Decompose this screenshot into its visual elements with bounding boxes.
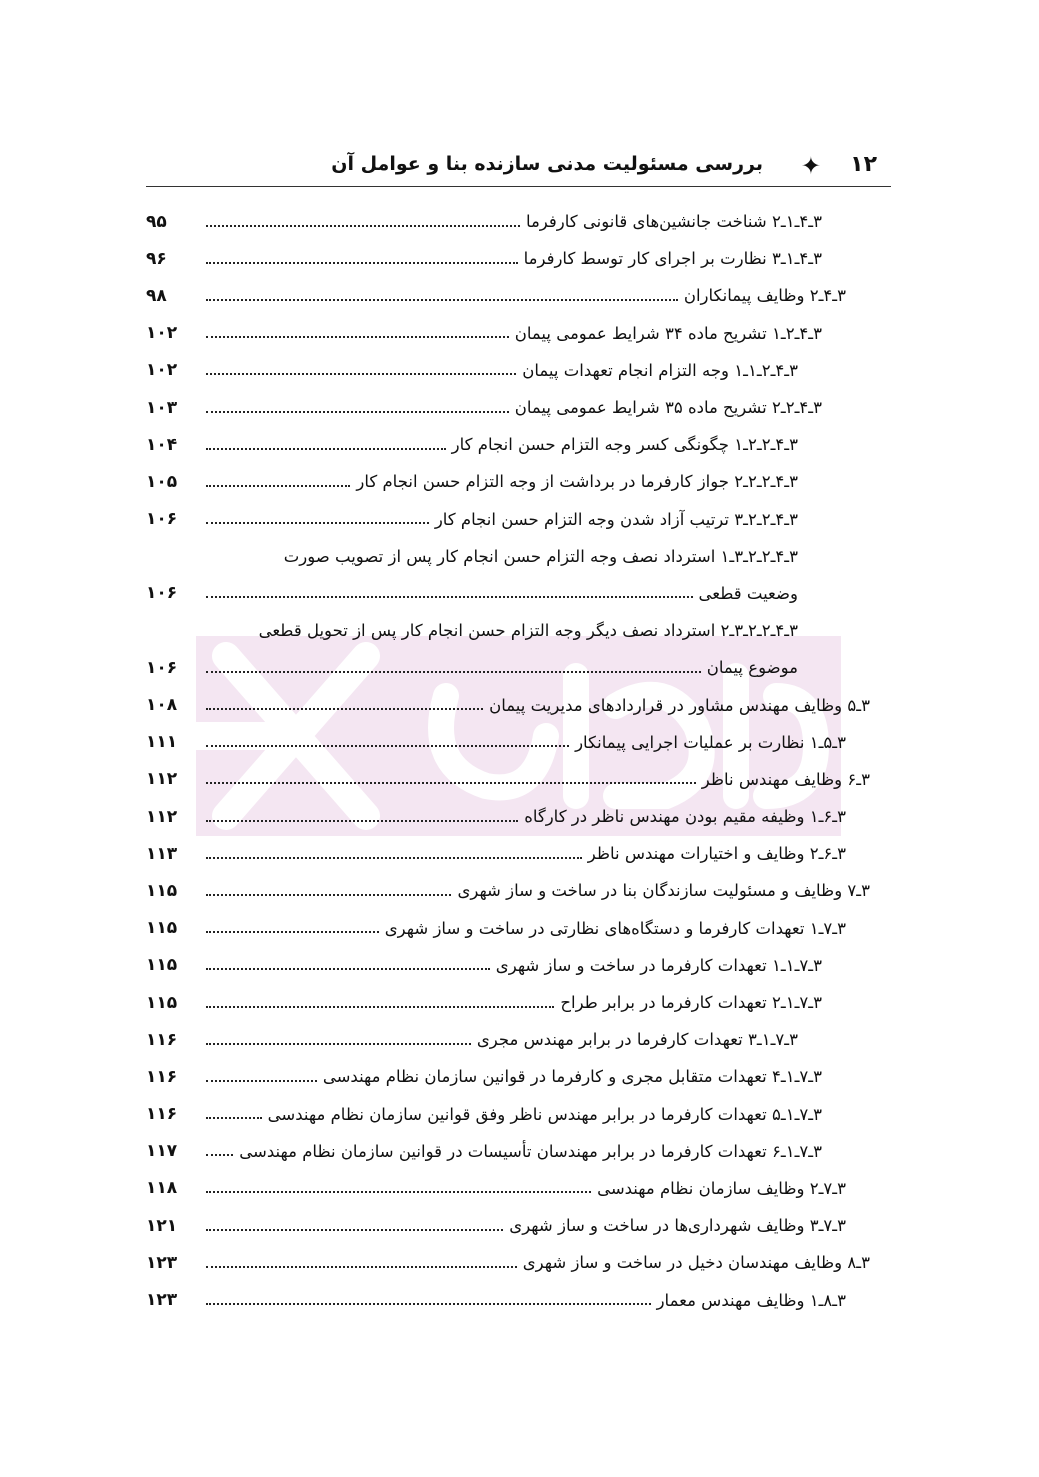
toc-page-number: ۱۱۸: [146, 1178, 178, 1199]
toc-entry-title: ۳ـ۴ـ۲ـ۲ـ۱ چگونگی کسر وجه التزام حسن انجام کار: [451, 435, 798, 455]
dot-leader: [206, 1266, 517, 1268]
dot-leader: [206, 708, 483, 710]
page-number: ۱۲: [850, 152, 877, 177]
toc-entry[interactable]: [146, 1058, 870, 1095]
toc-page-number: ۱۱۶: [146, 1104, 178, 1125]
dot-leader: [206, 522, 429, 524]
toc-entry[interactable]: [146, 1021, 870, 1058]
toc-entry-continuation[interactable]: [146, 575, 870, 612]
toc-page-number: ۱۱۲: [146, 806, 178, 827]
toc-entry-title: ۳ـ۷ـ۱ـ۳ تعهدات کارفرما در برابر مهندس مجری: [476, 1030, 798, 1050]
toc-entry-title: ۳ـ۴ـ۲ـ۲ـ۳ـ۱ استرداد نصف وجه التزام حسن انجام کار پس از تصویب صورت: [283, 546, 798, 566]
toc-entry[interactable]: [146, 761, 870, 798]
toc-entry-title: ۳ـ۴ـ۲ـ۲ـ۳ ترتیب آزاد شدن وجه التزام حسن انجام کار: [434, 509, 798, 529]
toc-entry-heading[interactable]: [146, 612, 870, 649]
toc-page-number: ۱۱۶: [146, 1066, 178, 1087]
toc-page-number: ۱۱۵: [146, 992, 178, 1013]
toc-entry[interactable]: [146, 240, 870, 277]
dot-leader: [206, 336, 509, 338]
toc-entry-title: ۳ـ۷ـ۱ـ۶ تعهدات کارفرما در برابر مهندسان تأسیسات در قوانین سازمان نظام مهندسی: [239, 1141, 822, 1161]
dot-leader: [206, 225, 520, 227]
toc-page-number: ۱۰۸: [146, 695, 178, 716]
dot-leader: [206, 299, 678, 301]
dot-leader: [206, 411, 509, 413]
toc-entry[interactable]: [146, 203, 870, 240]
toc-entry-title-continuation: وضعیت قطعی: [698, 583, 798, 603]
dot-leader: [206, 373, 516, 375]
toc-entry[interactable]: [146, 352, 870, 389]
dot-leader: [206, 931, 379, 933]
toc-page-number: ۱۰۴: [146, 434, 178, 455]
toc-page-number: ۱۰۶: [146, 583, 178, 604]
toc-entry[interactable]: [146, 947, 870, 984]
toc-entry[interactable]: [146, 724, 870, 761]
toc-entry-title: ۳ـ۴ـ۱ـ۲ شناخت جانشین‌های قانونی کارفرما: [525, 212, 822, 232]
toc-entry[interactable]: [146, 1281, 870, 1318]
toc-entry-title: ۳ـ۷ـ۱ـ۴ تعهدات متقابل مجری و کارفرما در قوانین سازمان نظام مهندسی: [322, 1067, 822, 1087]
toc-entry-title: ۳ـ۴ـ۱ـ۳ نظارت بر اجرای کار توسط کارفرما: [523, 249, 822, 269]
toc-entry-title: ۳ـ۶ وظایف مهندس ناظر: [701, 769, 870, 789]
toc-page-number: ۱۱۲: [146, 769, 178, 790]
toc-page-number: ۱۱۵: [146, 918, 178, 939]
toc-entry[interactable]: [146, 426, 870, 463]
toc-page-number: ۱۲۳: [146, 1252, 178, 1273]
toc-entry[interactable]: [146, 389, 870, 426]
table-of-contents: [146, 203, 870, 1319]
dot-leader: [206, 448, 446, 450]
dot-leader: [206, 1006, 554, 1008]
toc-page-number: ۱۱۳: [146, 843, 178, 864]
toc-entry-title: ۳ـ۸ وظایف مهندسان دخیل در ساخت و ساز شهری: [522, 1253, 870, 1273]
dot-leader: [206, 857, 582, 859]
dot-leader: [206, 671, 701, 673]
toc-page-number: ۱۰۲: [146, 323, 178, 344]
toc-page-number: ۹۸: [146, 285, 167, 306]
toc-page-number: ۱۰۳: [146, 397, 178, 418]
toc-page-number: ۹۶: [146, 248, 167, 269]
toc-entry-title: ۳ـ۵ـ۱ نظارت بر عملیات اجرایی پیمانکار: [575, 732, 846, 752]
book-title: بررسی مسئولیت مدنی سازنده بنا و عوامل آن: [331, 153, 763, 175]
dot-leader: [206, 1154, 233, 1156]
dot-leader: [206, 782, 696, 784]
toc-entry-title: ۳ـ۴ـ۲ وظایف پیمانکاران: [683, 286, 846, 306]
toc-entry-title-continuation: موضوع پیمان: [706, 658, 798, 678]
toc-entry[interactable]: [146, 798, 870, 835]
toc-page-number: ۱۱۵: [146, 880, 178, 901]
toc-page-number: ۱۱۱: [146, 732, 178, 753]
dot-leader: [206, 1117, 262, 1119]
running-header: [146, 150, 891, 187]
dot-leader: [206, 596, 693, 598]
toc-entry-title: ۳ـ۴ـ۲ـ۲ـ۲ جواز کارفرما در برداشت از وجه التزام حسن انجام کار: [356, 472, 798, 492]
toc-entry-title: ۳ـ۴ـ۲ـ۲ـ۳ـ۲ استرداد نصف دیگر وجه التزام حسن انجام کار پس از تحویل قطعی: [258, 621, 798, 641]
toc-entry-title: ۳ـ۷ وظایف و مسئولیت سازندگان بنا در ساخت و ساز شهری: [457, 881, 870, 901]
toc-entry[interactable]: [146, 872, 870, 909]
dot-leader: [206, 1080, 317, 1082]
dot-leader: [206, 1303, 651, 1305]
toc-page-number: ۱۰۶: [146, 657, 178, 678]
toc-entry-title: ۳ـ۷ـ۲ وظایف سازمان نظام مهندسی: [597, 1178, 846, 1198]
toc-page-number: ۱۲۱: [146, 1215, 178, 1236]
toc-entry-title: ۳ـ۶ـ۱ وظیفه مقیم بودن مهندس ناظر در کارگاه: [524, 807, 846, 827]
toc-entry[interactable]: [146, 910, 870, 947]
toc-entry-title: ۳ـ۷ـ۱ـ۱ تعهدات کارفرما در ساخت و ساز شهری: [495, 955, 822, 975]
toc-entry-title: ۳ـ۴ـ۲ـ۱ تشریح ماده ۳۴ شرایط عمومی پیمان: [514, 323, 822, 343]
toc-page-number: ۱۰۵: [146, 471, 178, 492]
toc-page-number: ۱۱۶: [146, 1029, 178, 1050]
toc-entry[interactable]: [146, 501, 870, 538]
toc-entry[interactable]: [146, 984, 870, 1021]
toc-entry[interactable]: [146, 686, 870, 723]
toc-entry[interactable]: [146, 277, 870, 314]
toc-entry-title: ۳ـ۷ـ۱ تعهدات کارفرما و دستگاه‌های نظارتی در ساخت و ساز شهری: [384, 918, 846, 938]
toc-page-number: ۹۵: [146, 211, 167, 232]
dot-leader: [206, 1191, 591, 1193]
toc-entry-continuation[interactable]: [146, 649, 870, 686]
toc-entry-title: ۳ـ۵ وظایف مهندس مشاور در قراردادهای مدیریت پیمان: [489, 695, 870, 715]
toc-entry[interactable]: [146, 1244, 870, 1281]
toc-entry[interactable]: [146, 1170, 870, 1207]
toc-entry[interactable]: [146, 1133, 870, 1170]
star-ornament-icon: ✦: [800, 152, 821, 180]
toc-entry-heading[interactable]: [146, 538, 870, 575]
dot-leader: [206, 485, 350, 487]
toc-entry[interactable]: [146, 835, 870, 872]
toc-page-number: ۱۱۵: [146, 955, 178, 976]
toc-entry-title: ۳ـ۴ـ۲ـ۲ تشریح ماده ۳۵ شرایط عمومی پیمان: [514, 398, 822, 418]
toc-entry[interactable]: [146, 463, 870, 500]
dot-leader: [206, 1229, 503, 1231]
toc-entry[interactable]: [146, 1096, 870, 1133]
toc-page-number: ۱۱۷: [146, 1141, 178, 1162]
toc-entry-title: ۳ـ۷ـ۱ـ۲ تعهدات کارفرما در برابر طراح: [560, 993, 822, 1013]
dot-leader: [206, 1043, 471, 1045]
toc-entry[interactable]: [146, 1207, 870, 1244]
toc-entry-title: ۳ـ۷ـ۱ـ۵ تعهدات کارفرما در برابر مهندس ناظر وفق قوانین سازمان نظام مهندسی: [267, 1104, 822, 1124]
toc-page-number: ۱۰۶: [146, 509, 178, 530]
toc-entry[interactable]: [146, 315, 870, 352]
toc-entry-title: ۳ـ۴ـ۲ـ۱ـ۱ وجه التزام انجام تعهدات پیمان: [522, 360, 798, 380]
toc-page-number: ۱۲۳: [146, 1290, 178, 1311]
toc-entry-title: ۳ـ۸ـ۱ وظایف مهندس معمار: [656, 1290, 846, 1310]
toc-entry-title: ۳ـ۶ـ۲ وظایف و اختیارات مهندس ناظر: [587, 844, 846, 864]
toc-entry-title: ۳ـ۷ـ۳ وظایف شهرداری‌ها در ساخت و ساز شهری: [509, 1216, 846, 1236]
dot-leader: [206, 894, 451, 896]
dot-leader: [206, 262, 518, 264]
dot-leader: [206, 968, 490, 970]
dot-leader: [206, 745, 569, 747]
dot-leader: [206, 820, 518, 822]
toc-page-number: ۱۰۲: [146, 360, 178, 381]
